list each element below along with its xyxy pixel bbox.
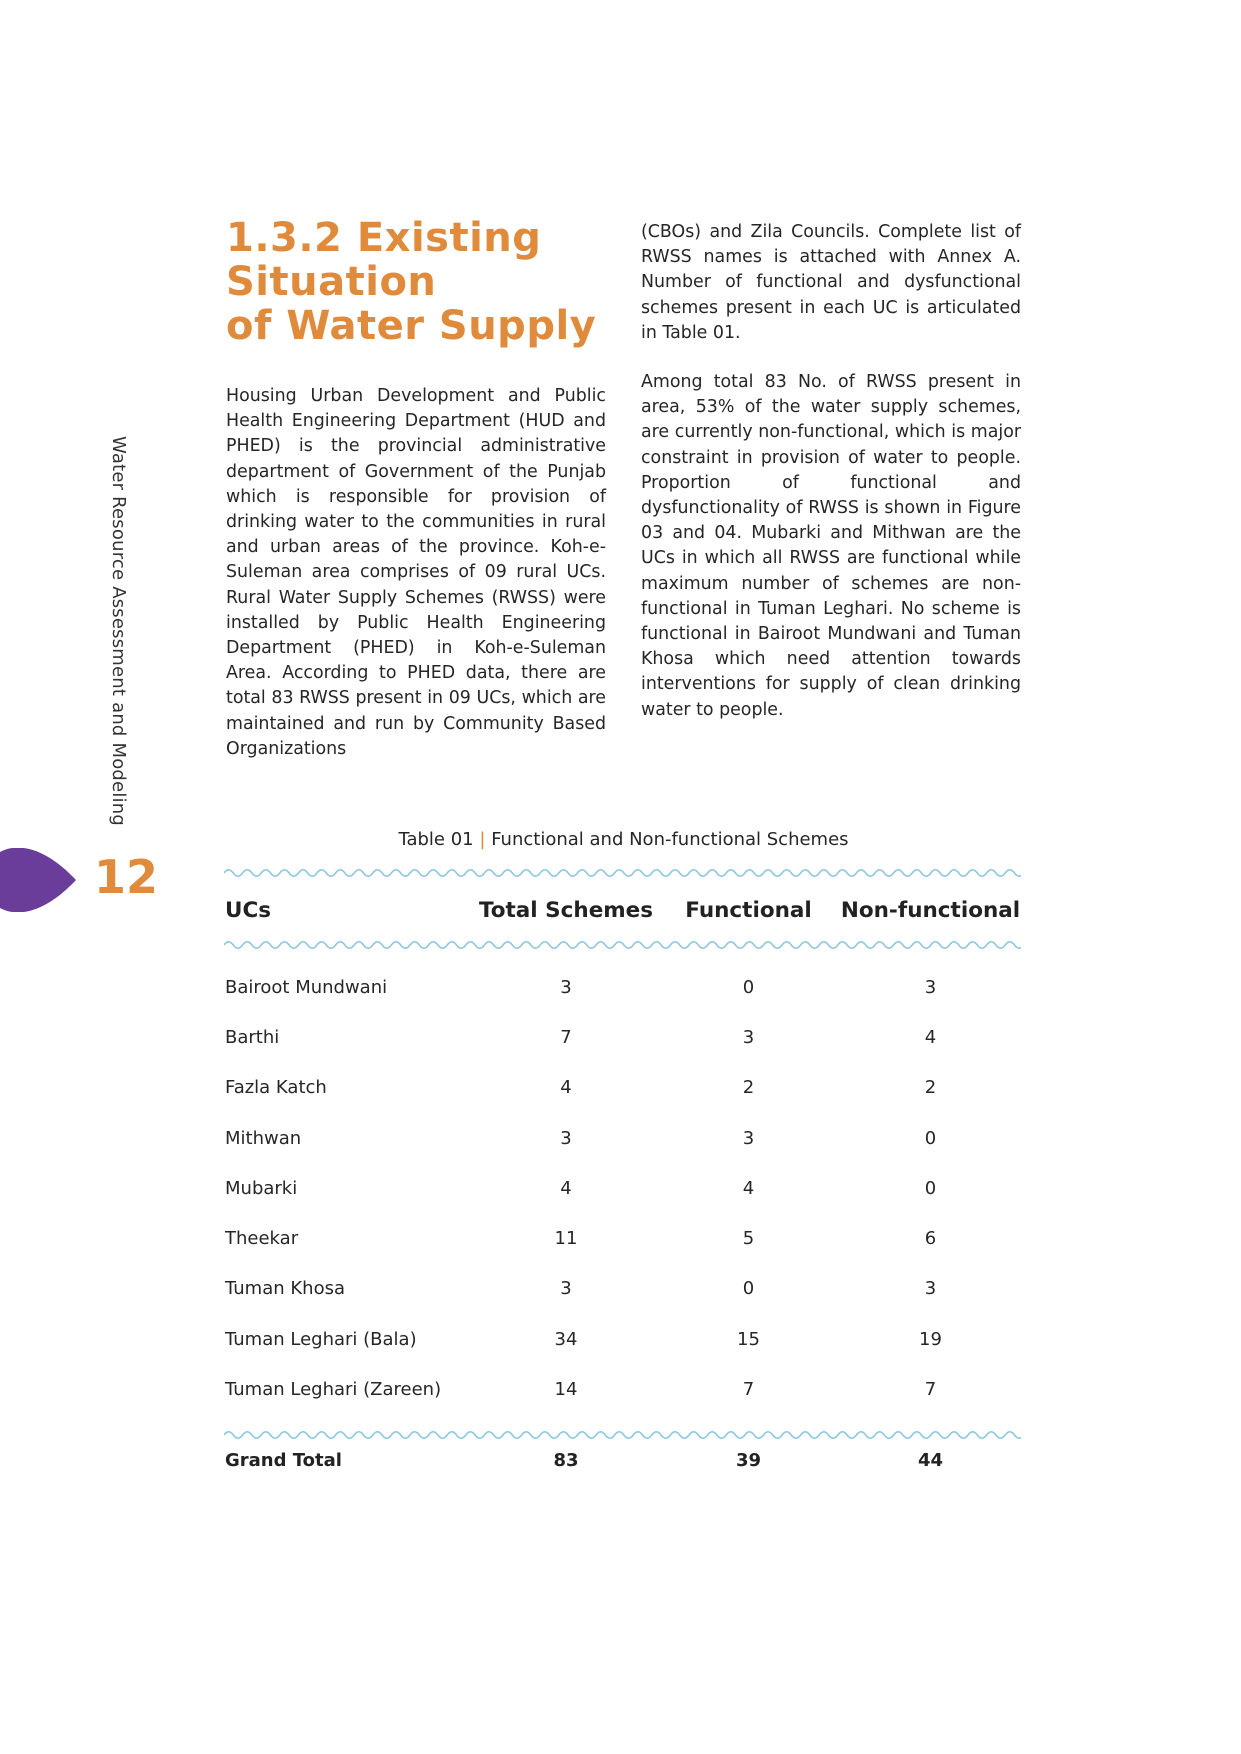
non-functional-cell: 2 [924,1077,937,1099]
header-non-functional: Non-functional [840,897,1021,923]
non-functional-cell: 0 [924,1127,937,1149]
total-schemes-cell: 34 [554,1328,578,1350]
wave-divider-bottom [224,1428,1021,1442]
uc-name: Theekar [225,1228,299,1250]
table-number: Table 01 [398,829,474,850]
table-footer [225,1442,1021,1478]
header-total-schemes: Total Schemes [478,897,654,923]
functional-cell: 7 [742,1379,755,1401]
table-row [225,1213,1021,1263]
total-schemes-cell: 3 [560,976,572,998]
header-functional: Functional [685,897,812,923]
right-column [641,220,1021,723]
uc-name: Barthi [225,1026,280,1048]
left-paragraph: Housing Urban Development and Public Health Engineering Department (HUD and PHED) is the provincial administrative department of Government of the Punjab which is responsible for provision of drinking water to the communities in rural and urban areas of the province. Koh-e-Suleman area comprises of 09 rural UCs. Rural Water Supply Schemes (RWSS) were installed by Public Health Engineering Department (PHED) in Koh-e-Suleman Area. According to PHED data, there are total 83 RWSS present in 09 UCs, which are maintained and run by Community Based Organizations [226,386,606,759]
grand-total-label: Grand Total [225,1449,342,1471]
table-body [225,962,1021,1415]
uc-name: Tuman Leghari (Bala) [225,1328,417,1350]
right-paragraph-2: Among total 83 No. of RWSS present in area, 53% of the water supply schemes, are currently non-functional, which is major constraint in provision of water to people. Proportion of functional and dysfunctionality of RWSS is shown in Figure 03 and 04. Mubarki and Mithwan are the UCs in which all RWSS are functional while maximum number of schemes are non-functional in Tuman Leghari. No scheme is functional in Bairoot Mundwani and Tuman Khosa which need attention towards interventions for supply of clean drinking water to people. [641,372,1021,720]
non-functional-cell: 3 [924,976,937,998]
grand-total-non-functional: 44 [917,1449,944,1471]
grand-total-schemes: 83 [553,1449,579,1471]
table-row [225,1063,1021,1113]
table-title: Functional and Non-functional Schemes [491,829,849,850]
header-row [225,890,1021,930]
functional-cell: 0 [742,976,755,998]
uc-name: Mithwan [225,1127,302,1149]
functional-cell: 4 [742,1177,755,1199]
header-ucs: UCs [225,897,272,923]
uc-name: Fazla Katch [225,1077,327,1099]
table-row [225,1163,1021,1213]
caption-separator: | [479,829,486,850]
page-drop-icon [0,848,78,912]
table-header [225,890,1021,930]
heading-line-1: 1.3.2 Existing [226,215,542,261]
non-functional-cell: 4 [924,1026,937,1048]
page-number: 12 [94,850,159,904]
uc-name: Tuman Khosa [225,1278,345,1300]
wave-divider-header [224,938,1021,952]
functional-cell: 0 [742,1278,755,1300]
table-row [225,1264,1021,1314]
functional-cell: 3 [742,1127,755,1149]
total-schemes-cell: 4 [560,1077,572,1099]
total-schemes-cell: 14 [554,1379,578,1401]
functional-cell: 5 [742,1228,755,1250]
grand-total-functional: 39 [735,1449,762,1471]
non-functional-cell: 6 [924,1228,937,1250]
wave-divider-top [224,866,1021,880]
table-row [225,1012,1021,1062]
uc-name: Tuman Leghari (Zareen) [225,1379,442,1401]
non-functional-cell: 19 [919,1328,942,1350]
right-paragraph-1: (CBOs) and Zila Councils. Complete list of RWSS names is attached with Annex A. Number of functional and dysfunctional schemes present in each UC is articulated in Table 01. [641,222,1021,343]
table-row [225,962,1021,1012]
section-heading [226,216,606,348]
functional-cell: 15 [737,1328,760,1350]
running-header: Water Resource Assessment and Modeling [108,436,129,826]
table-row [225,1314,1021,1364]
total-schemes-cell: 3 [560,1127,572,1149]
grand-total-row [225,1442,1021,1478]
table-row [225,1113,1021,1163]
heading-line-3: of Water Supply [226,303,597,349]
heading-line-2: Situation [226,259,437,305]
functional-cell: 3 [742,1026,755,1048]
functional-cell: 2 [742,1077,755,1099]
uc-name: Bairoot Mundwani [225,976,388,998]
table-caption [226,829,1021,850]
total-schemes-cell: 4 [560,1177,572,1199]
total-schemes-cell: 3 [560,1278,572,1300]
uc-name: Mubarki [225,1177,298,1199]
total-schemes-cell: 11 [554,1228,578,1250]
left-column [226,216,606,762]
total-schemes-cell: 7 [560,1026,572,1048]
non-functional-cell: 3 [924,1278,937,1300]
table-row [225,1364,1021,1414]
non-functional-cell: 0 [924,1177,937,1199]
non-functional-cell: 7 [924,1379,937,1401]
